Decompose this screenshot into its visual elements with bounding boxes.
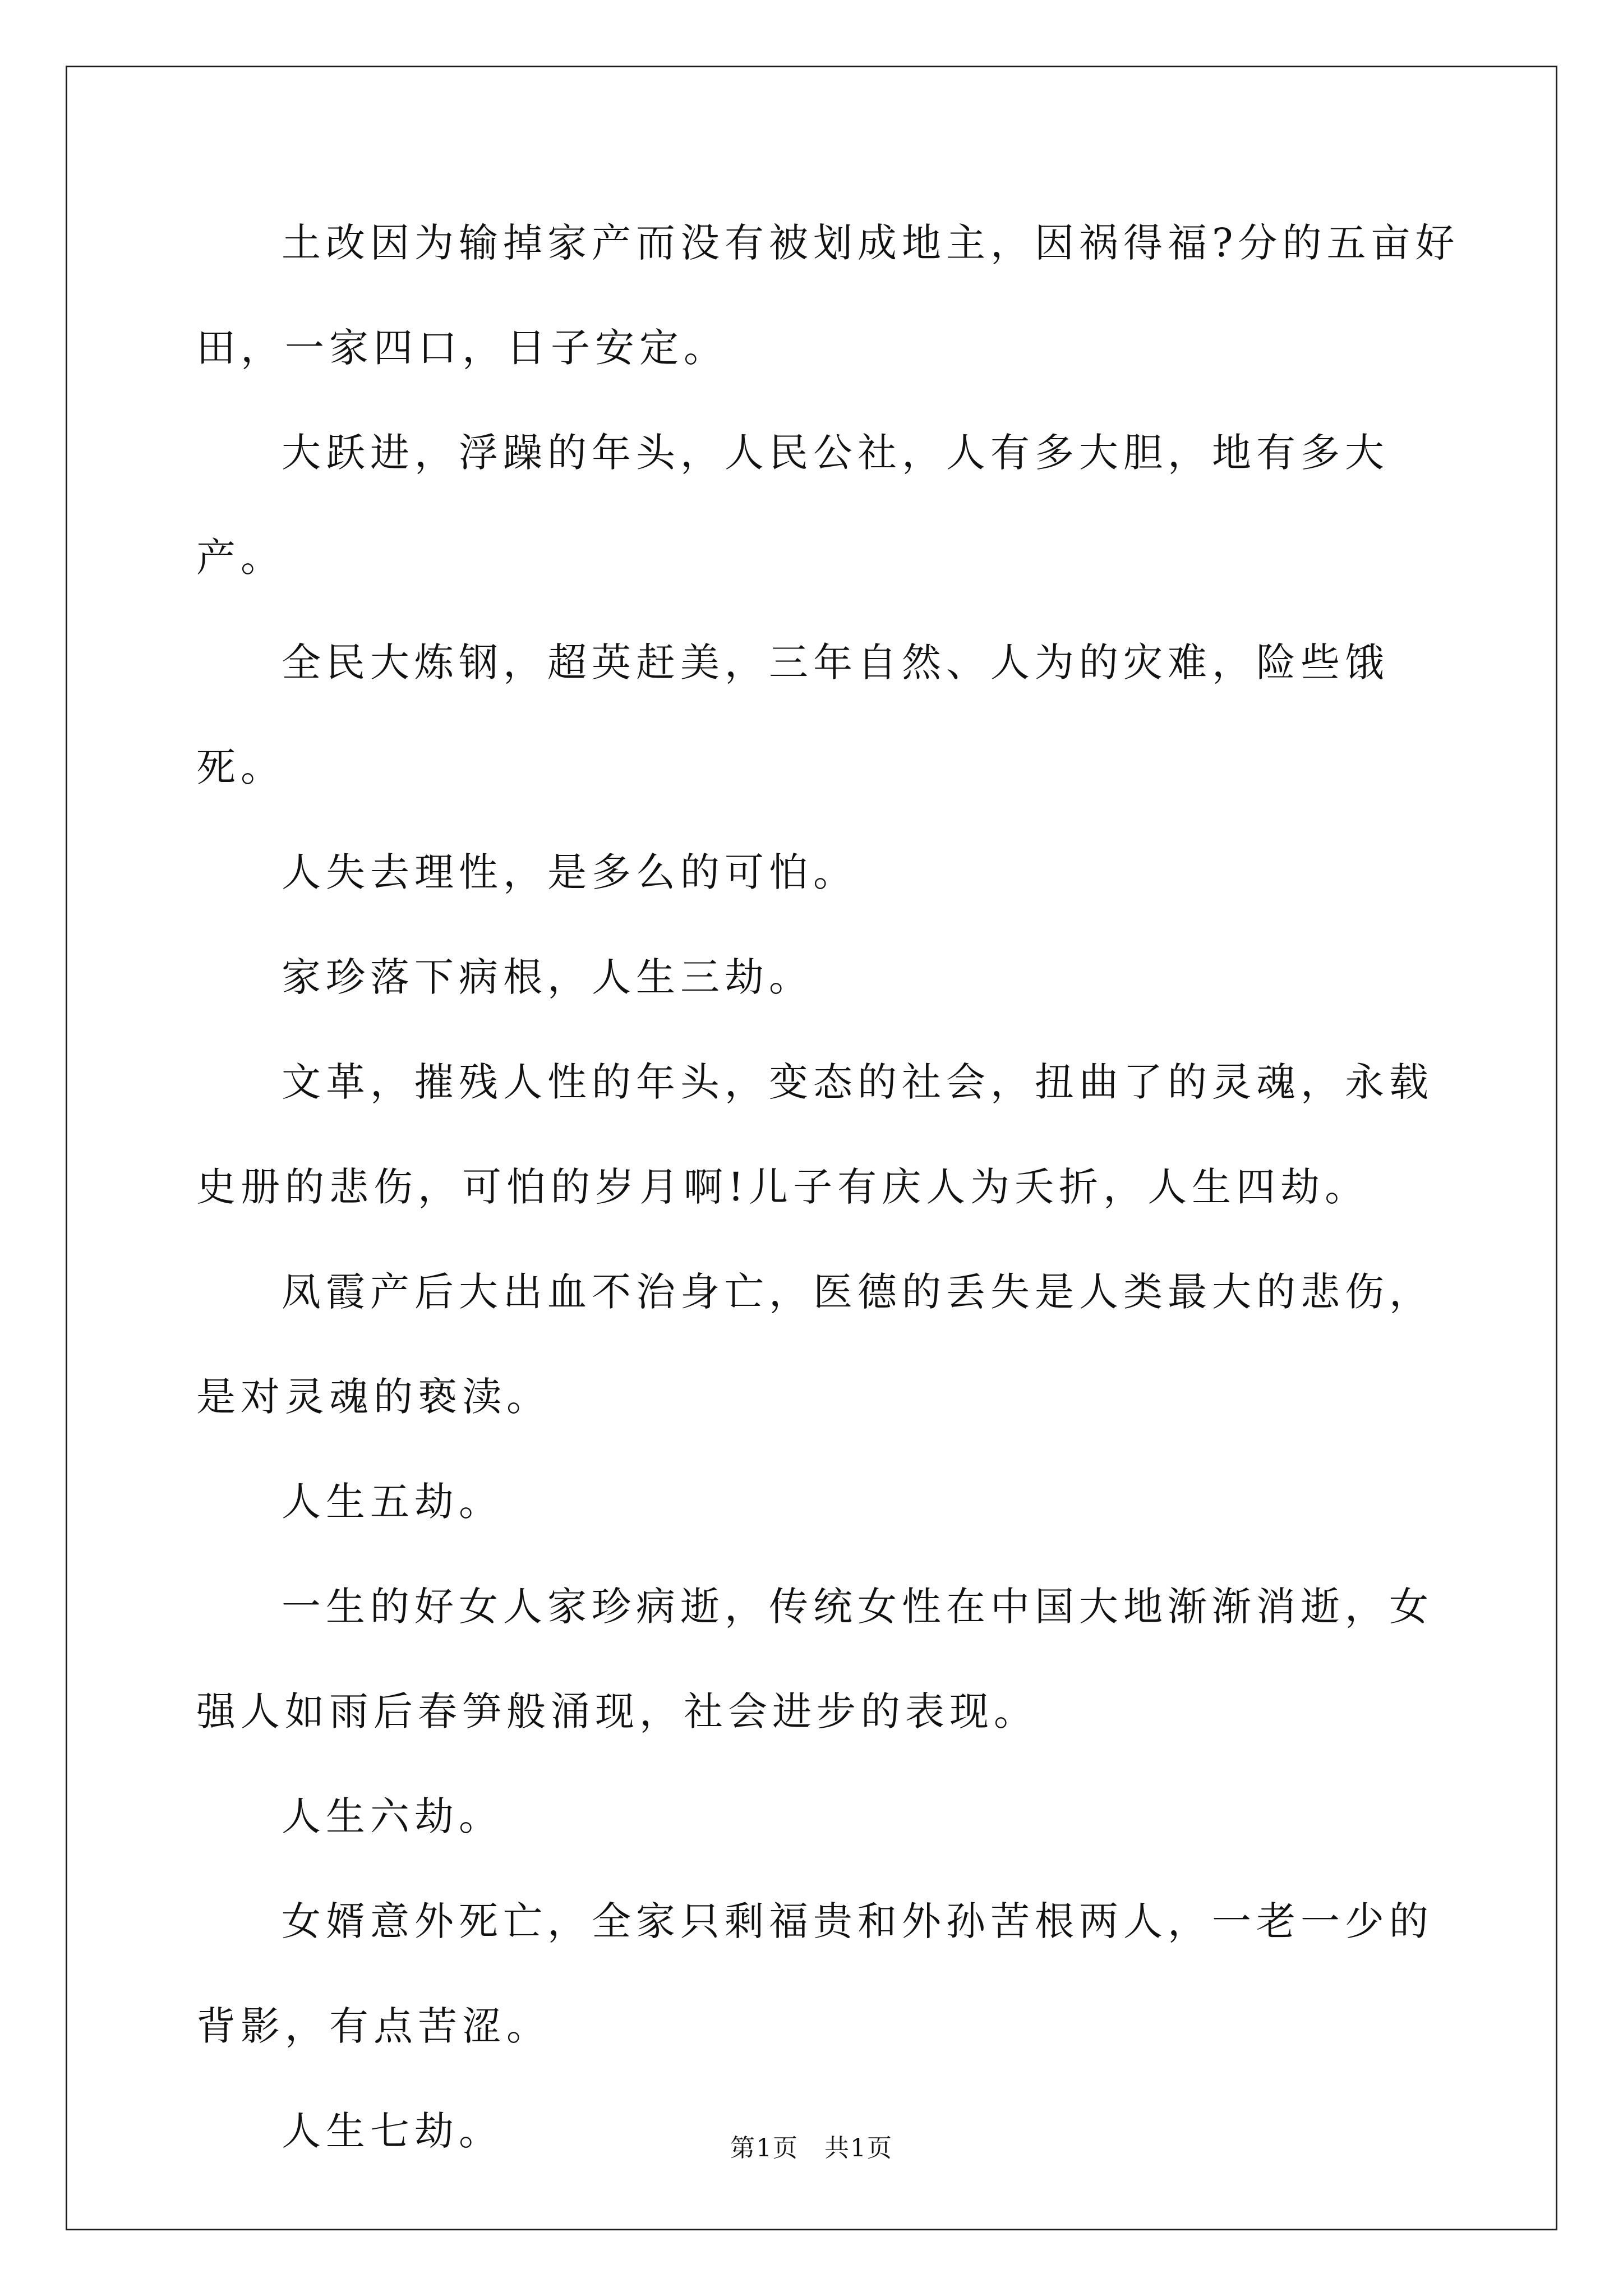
paragraph-5: 家珍落下病根，人生三劫。 bbox=[282, 954, 813, 1000]
paragraph-3: 全民大炼钢，超英赶美，三年自然、人为的灾难，险些饿死。 bbox=[196, 639, 1389, 790]
paragraph-9: 一生的好女人家珍病逝，传统女性在中国大地渐渐消逝，女强人如雨后春笋般涌现，社会进步的表现。 bbox=[196, 1584, 1433, 1734]
paragraph-8: 人生五劫。 bbox=[282, 1479, 503, 1525]
paragraph-11: 女婿意外死亡，全家只剩福贵和外孙苦根两人，一老一少的背影，有点苦涩。 bbox=[196, 1898, 1433, 2049]
paragraph-2: 大跃进，浮躁的年头，人民公社，人有多大胆，地有多大产。 bbox=[196, 430, 1389, 581]
page-number-footer: 第1页 共1页 bbox=[730, 2134, 893, 2162]
paragraph-12: 人生七劫。 bbox=[282, 2108, 503, 2154]
paragraph-10: 人生六劫。 bbox=[282, 1793, 503, 1839]
paragraph-6: 文革，摧残人性的年头，变态的社会，扭曲了的灵魂，永载史册的悲伤，可怕的岁月啊!儿子有庆人为夭折，人生四劫。 bbox=[196, 1059, 1433, 1210]
paragraph-1: 土改因为输掉家产而没有被划成地主，因祸得福?分的五亩好田，一家四口，日子安定。 bbox=[196, 220, 1460, 371]
paragraph-7: 凤霞产后大出血不治身亡，医德的丢失是人类最大的悲伤，是对灵魂的亵渎。 bbox=[196, 1269, 1433, 1420]
paragraph-4: 人失去理性，是多么的可怕。 bbox=[282, 849, 857, 895]
document-body bbox=[196, 191, 1475, 2184]
